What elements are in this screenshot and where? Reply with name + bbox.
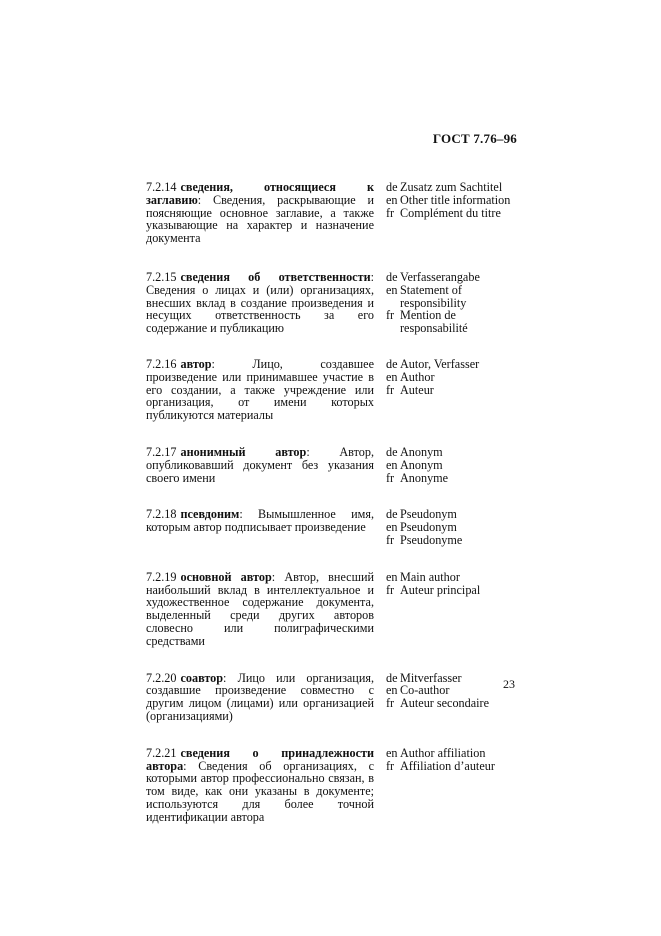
term-name: сведения о принадлежности автора xyxy=(146,745,374,773)
term-name: анонимный автор xyxy=(180,444,307,459)
term-name: сведения, относящиеся к заглавию xyxy=(146,180,374,207)
term-definition: Лицо, создавшее произведение или принимавшее участие в его создании, а также учреждение или организация, от имени которых публикуются материалы xyxy=(146,356,374,423)
equivalent-line xyxy=(386,358,526,371)
term-name: псевдоним xyxy=(180,507,240,522)
standard-code: ГОСТ 7.76–96 xyxy=(432,131,517,146)
term-equivalents xyxy=(386,446,526,484)
term-definition: Автор, опубликовавший документ без указания своего имени xyxy=(146,444,375,485)
equivalent-term: Auteur secondaire xyxy=(400,696,489,711)
language-code: de xyxy=(386,507,398,522)
equivalent-line xyxy=(386,284,526,310)
language-code: de xyxy=(386,180,398,194)
term-number: 7.2.20 xyxy=(146,670,177,685)
equivalent-term: Pseudonym xyxy=(400,507,457,522)
equivalent-line xyxy=(386,384,526,397)
term-entry xyxy=(146,181,526,245)
term-number: 7.2.17 xyxy=(146,444,177,459)
term-definition: Сведения о лицах и (или) организациях, внесших вклад в создание произведения и несущих ответственность за его содержание и публикацию xyxy=(146,282,374,336)
equivalent-term: Zusatz zum Sachtitel xyxy=(400,180,503,194)
equivalent-term: Mitverfasser xyxy=(400,670,462,685)
term-definition: Сведения об организациях, с которыми автор профессионально связан, в том виде, как они указаны в документе; используются для более точной идентификации автора xyxy=(146,758,374,824)
term-entry xyxy=(146,747,526,824)
language-code: en xyxy=(386,745,398,760)
equivalent-term: Main author xyxy=(400,569,460,584)
equivalent-term: Autor, Verfasser xyxy=(400,356,480,371)
language-code: en xyxy=(386,369,398,384)
language-code: fr xyxy=(386,758,395,773)
term-entry xyxy=(146,446,526,484)
language-code: fr xyxy=(386,696,395,711)
equivalent-line xyxy=(386,584,526,597)
language-code: fr xyxy=(386,205,395,220)
language-code: de xyxy=(386,269,398,284)
equivalent-term: Affiliation d’auteur xyxy=(400,758,495,773)
term-list xyxy=(146,157,526,823)
language-code: en xyxy=(386,520,398,535)
term-equivalents xyxy=(386,747,526,824)
term-entry xyxy=(146,571,526,648)
term-equivalents xyxy=(386,358,526,422)
term-equivalents xyxy=(386,271,526,335)
language-code: fr xyxy=(386,582,395,597)
term-entry xyxy=(146,508,526,546)
equivalent-term: Auteur principal xyxy=(400,582,481,597)
term-definition-block: 7.2.16 автор: Лицо, создавшее произведение или принимавшее участие в его создании, а также учреждение или организация, от имени которых публикуются материалы xyxy=(146,356,374,423)
equivalent-term: Complément du titre xyxy=(400,205,501,220)
equivalent-line xyxy=(386,194,526,207)
equivalent-term: Anonyme xyxy=(400,470,449,485)
equivalent-term: Anonym xyxy=(400,444,443,459)
term-definition: Автор, внесший наибольший вклад в интеллектуальное и художественное содержание документа, выделенный среди других авторов словесно или полиграфическими средствами xyxy=(146,569,375,648)
term-equivalents xyxy=(386,571,526,648)
term-number: 7.2.18 xyxy=(146,507,177,522)
term-definition-block: 7.2.20 соавтор: Лицо или организация, создавшие произведение совместно с другим лицом (лицами) или организацией (организациями) xyxy=(146,670,374,723)
equivalent-term: Verfasserangabe xyxy=(400,269,480,284)
equivalent-line xyxy=(386,534,526,547)
equivalent-term: Pseudonyme xyxy=(400,532,463,547)
term-definition: Вымышленное имя, которым автор подписывает произведение xyxy=(146,507,374,535)
term-number: 7.2.16 xyxy=(146,356,177,371)
equivalent-term: Author xyxy=(400,369,435,384)
equivalent-line xyxy=(386,747,526,760)
equivalent-term: Author affiliation xyxy=(400,745,486,760)
equivalent-term: Other title information xyxy=(400,192,511,207)
term-definition: Сведения, раскрывающие и поясняющие основное заглавие, а также указывающие на характер и назначение документа xyxy=(146,192,375,246)
term-number: 7.2.15 xyxy=(146,269,177,284)
language-code: fr xyxy=(386,470,395,485)
term-number: 7.2.14 xyxy=(146,180,177,194)
term-entry xyxy=(146,672,526,723)
equivalent-line xyxy=(386,459,526,472)
equivalent-line xyxy=(386,207,526,220)
equivalent-term: Co-author xyxy=(400,683,450,698)
term-name: основной автор xyxy=(180,569,272,584)
term-name: автор xyxy=(180,356,212,371)
language-code: en xyxy=(386,457,398,472)
equivalent-line xyxy=(386,697,526,710)
term-definition-block: 7.2.14 сведения, относящиеся к заглавию: Сведения, раскрывающие и поясняющие основное заглавие, а также указывающие на характер и назначение документа xyxy=(146,180,375,246)
language-code: de xyxy=(386,444,398,459)
term-entry xyxy=(146,358,526,422)
term-equivalents xyxy=(386,181,526,245)
language-code: en xyxy=(386,569,398,584)
language-code: de xyxy=(386,356,398,371)
equivalent-term: Auteur xyxy=(400,382,434,397)
language-code: en xyxy=(386,683,398,698)
term-definition: Лицо или организация, создавшие произведение совместно с другим лицом (лицами) или организацией (организациями) xyxy=(146,670,374,723)
equivalent-line xyxy=(386,571,526,584)
term-definition-block: 7.2.15 сведения об ответственности: Сведения о лицах и (или) организациях, внесших вклад в создание произведения и несущих ответственность за его содержание и публикацию xyxy=(146,269,374,336)
language-code: fr xyxy=(386,532,395,547)
equivalent-line xyxy=(386,271,526,284)
term-number: 7.2.19 xyxy=(146,569,177,584)
page-number: 23 xyxy=(503,677,515,691)
equivalent-term: Mention de responsabilité xyxy=(400,308,468,336)
language-code: fr xyxy=(386,308,395,323)
equivalent-term: Anonym xyxy=(400,457,443,472)
equivalent-line xyxy=(386,446,526,459)
term-entry xyxy=(146,271,526,335)
equivalent-line xyxy=(386,472,526,485)
term-equivalents xyxy=(386,508,526,546)
equivalent-line xyxy=(386,309,526,335)
term-name: сведения об ответственности xyxy=(180,269,371,284)
language-code: en xyxy=(386,192,398,207)
term-number: 7.2.21 xyxy=(146,745,177,760)
language-code: fr xyxy=(386,382,395,397)
term-name: соавтор xyxy=(180,670,224,685)
equivalent-term: Statement of responsibility xyxy=(400,282,467,310)
term-definition-block: 7.2.21 сведения о принадлежности автора: Сведения об организациях, с которыми автор профессионально связан, в том виде, как они указаны в документе; используются для более точной идентификации автора xyxy=(146,745,374,824)
term-definition-block: 7.2.18 псевдоним: Вымышленное имя, которым автор подписывает произведение xyxy=(146,507,374,535)
equivalent-line xyxy=(386,371,526,384)
equivalent-line xyxy=(386,181,526,194)
equivalent-line xyxy=(386,760,526,773)
language-code: de xyxy=(386,670,398,685)
term-definition-block: 7.2.19 основной автор: Автор, внесший наибольший вклад в интеллектуальное и художественное содержание документа, выделенный среди других авторов словесно или полиграфическими средствами xyxy=(146,569,375,648)
equivalent-term: Pseudonym xyxy=(400,520,457,535)
term-definition-block: 7.2.17 анонимный автор: Автор, опубликовавший документ без указания своего имени xyxy=(146,444,375,485)
language-code: en xyxy=(386,282,398,297)
